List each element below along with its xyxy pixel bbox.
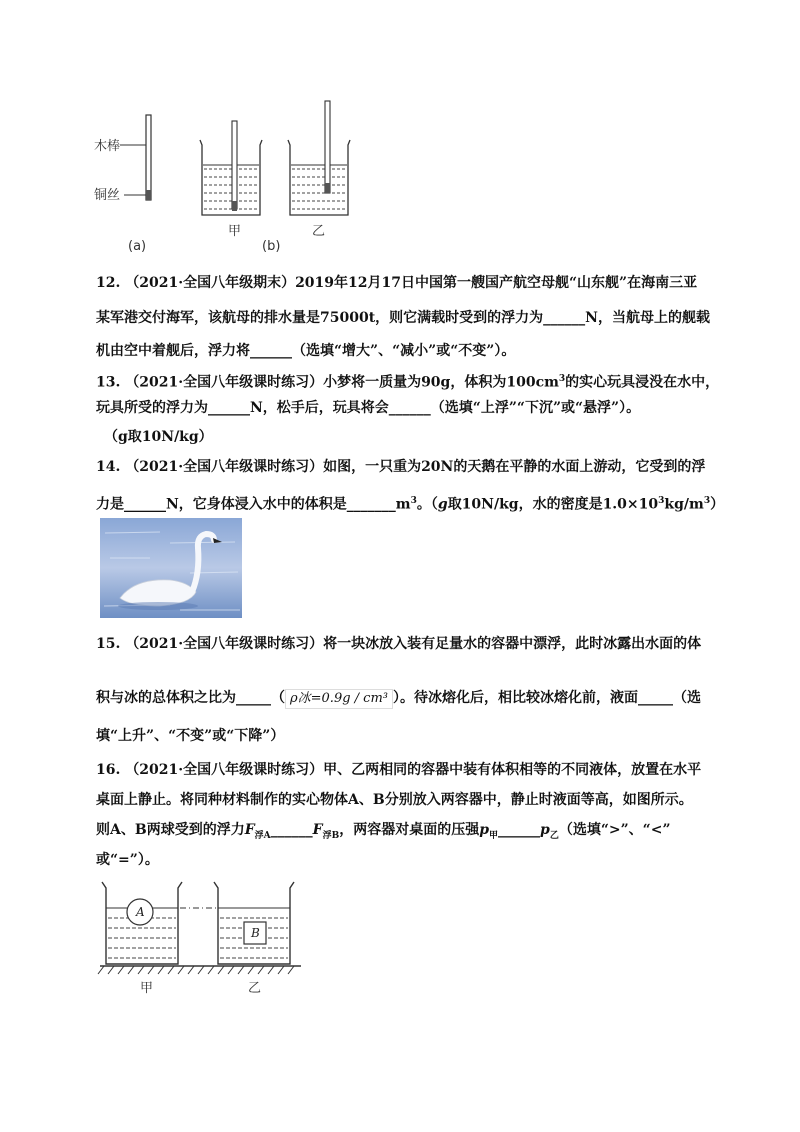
q16-line4: 或“=”）。 — [96, 852, 159, 868]
swan-photo — [100, 518, 242, 618]
density-formula: ρ冰=0.9g / cm³ — [285, 689, 393, 709]
q13-line3: （g取10N/kg） — [104, 429, 213, 445]
label-yi-bottom: 乙 — [248, 981, 262, 996]
q15-line2: 积与冰的总体积之比为_____（ ρ冰=0.9g / cm³ ）。待冰熔化后，相比较冰熔化前，液面_____（选 — [96, 689, 701, 709]
label-wire: 铜丝 — [94, 188, 121, 203]
label-stick: 木棒 — [94, 139, 121, 154]
q15-line1: 15. （2021·全国八年级课时练习）将一块冰放入装有足量水的容器中漂浮，此时冰露出水面的体 — [96, 636, 702, 652]
label-jia-bottom: 甲 — [140, 981, 154, 996]
question-12 — [96, 274, 708, 364]
label-yi-top: 乙 — [312, 224, 326, 239]
question-13 — [96, 370, 720, 450]
figure-stick-beakers — [90, 95, 420, 255]
q13-line1: 13. （2021·全国八年级课时练习）小梦将一质量为90g，体积为$100cm^3$的实心玩具浸没在水中， — [96, 374, 720, 391]
q16-line1: 16. （2021·全国八年级课时练习）甲、乙两相同的容器中装有体积相等的不同液体，放置在水平 — [96, 762, 702, 778]
q14-line2: 力是______N，它身体浸入水中的体积是$\_\_\_\_\_\_\_m^3$。（g取10N/kg，水的密度是$1.0\times 10^3kg/m^3$） — [96, 496, 725, 513]
label-b: (b) — [262, 239, 281, 254]
question-14 — [96, 458, 725, 518]
q12-line2: 某军港交付海军，该航母的排水量是75000t，则它满载时受到的浮力为______N，当航母上的舰载 — [96, 310, 710, 326]
label-ball-a: A — [136, 905, 145, 919]
label-block-b: B — [251, 926, 260, 940]
figure-containers-ab — [96, 878, 311, 998]
q14-line1: 14. （2021·全国八年级课时练习）如图，一只重为20N的天鹅在平静的水面上游动，它受到的浮 — [96, 459, 706, 475]
label-jia-top: 甲 — [228, 224, 242, 239]
label-a: (a) — [128, 239, 147, 254]
q16-line3: 则A、B两球受到的浮力$F_{浮A}\_\_\_\_\_\_F_{浮B}$，两容器对桌面的压强$p_甲\_\_\_\_\_\_p_乙$（选填“>”、“<” — [96, 822, 671, 841]
q13-line2: 玩具所受的浮力为______N，松手后，玩具将会______（选填“上浮”“下沉”或“悬浮”）。 — [96, 400, 641, 416]
q15-line3: 填“上升”、“不变”或“下降”） — [96, 728, 285, 744]
q16-line2: 桌面上静止。将同种材料制作的实心物体A、B分别放入两容器中，静止时液面等高，如图所示。 — [96, 792, 693, 808]
q12-line3: 机由空中着舰后，浮力将______（选填“增大”、“减小”或“不变”）。 — [96, 343, 516, 359]
q12-line1: 12. （2021·全国八年级期末）2019年12月17日中国第一艘国产航空母舰“山东舰”在海南三亚 — [96, 275, 698, 291]
question-15 — [96, 635, 708, 745]
question-16 — [96, 761, 708, 871]
